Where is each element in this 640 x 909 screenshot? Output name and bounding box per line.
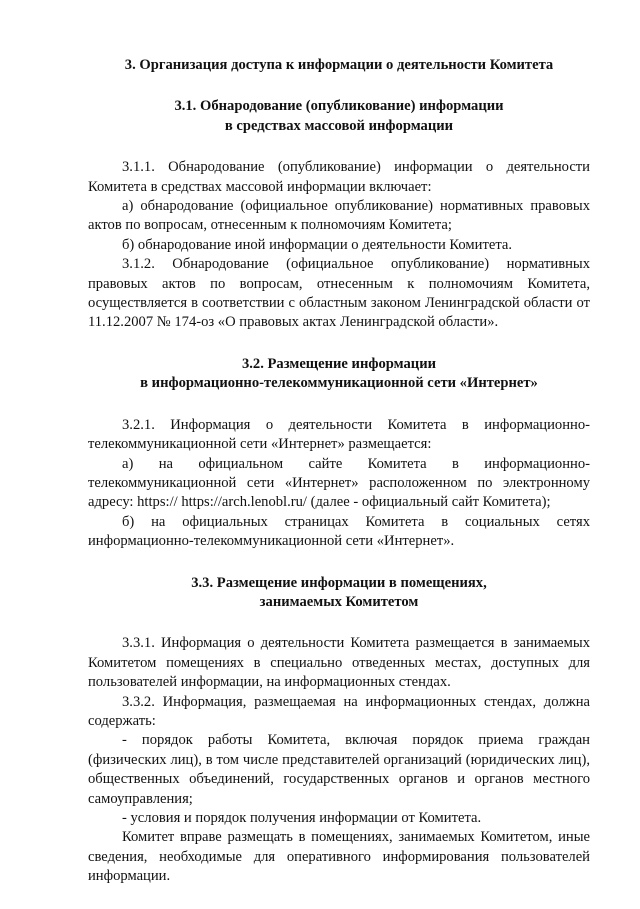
section-3-3-heading-line2: занимаемых Комитетом [259, 593, 419, 610]
paragraph-3-3-2-item-1: - порядок работы Комитета, включая порядок приема граждан (физических лиц), в том числе представителей организаций (юридических лиц), общественных объединений, государственных органов и органов местного самоуправления; [88, 732, 590, 807]
paragraph-3-3-3: Комитет вправе размещать в помещениях, занимаемых Комитетом, иные сведения, необходимые для оперативного информирования пользователей информации. [88, 829, 590, 885]
paragraph-3-2-1-b: б) на официальных страницах Комитета в социальных сетях информационно-телекоммуникационной сети «Интернет». [88, 513, 590, 550]
paragraph-3-2-1-a: а) на официальном сайте Комитета в информационно-телекоммуникационной сети «Интернет» расположенном по электронному адресу: https:// https://arch.lenobl.ru/ (далее - официальный сайт Комитета); [88, 455, 590, 511]
section-3-2-heading-line1: 3.2. Размещение информации [241, 355, 437, 372]
section-3-2-heading-line2: в информационно-телекоммуникационной сети «Интернет» [140, 375, 538, 392]
paragraph-3-1-1-a: а) обнародование (официальное опубликование) нормативных правовых актов по вопросам, отнесенным к полномочиям Комитета; [88, 198, 590, 234]
paragraph-3-3-2-item-2: - условия и порядок получения информации от Комитета. [122, 810, 482, 826]
section-3-2-body [88, 416, 590, 552]
section-3-1-body [88, 158, 590, 333]
section-3-1-heading-line1: 3.1. Обнародование (опубликование) информации [174, 98, 504, 115]
paragraph-3-3-1: 3.3.1. Информация о деятельности Комитета размещается в занимаемых Комитетом помещениях в специально отведенных местах, доступных для пользователей информации, на информационных стендах. [88, 635, 590, 691]
section-3-1-heading-line2: в средствах массовой информации [224, 117, 454, 134]
paragraph-3-1-1: 3.1.1. Обнародование (опубликование) информации о деятельности Комитета в средствах массовой информации включает: [88, 159, 590, 195]
paragraph-3-1-1-b: б) обнародование иной информации о деятельности Комитета. [122, 236, 513, 253]
section-3-1-heading [88, 97, 590, 136]
document-page [88, 56, 590, 909]
section-3-3-heading-line1: 3.3. Размещение информации в помещениях, [191, 574, 487, 591]
section-3-3-heading [88, 574, 590, 613]
paragraph-3-1-2: 3.1.2. Обнародование (официальное опубликование) нормативных правовых актов по вопросам, отнесенным к полномочиям Комитета, осуществляется в соответствии с областным законом Ленинградской области от 11.12.2007 № 174-оз «О правовых актах Ленинградской области». [88, 256, 590, 331]
paragraph-3-3-2: 3.3.2. Информация, размещаемая на информационных стендах, должна содержать: [88, 693, 590, 729]
paragraph-3-2-1: 3.2.1. Информация о деятельности Комитета в информационно-телекоммуникационной сети «Интернет» размещается: [88, 416, 590, 453]
section-3-2-heading [88, 355, 590, 394]
section-3-3-body [88, 634, 590, 886]
section-3-heading: 3. Организация доступа к информации о деятельности Комитета [124, 57, 554, 73]
